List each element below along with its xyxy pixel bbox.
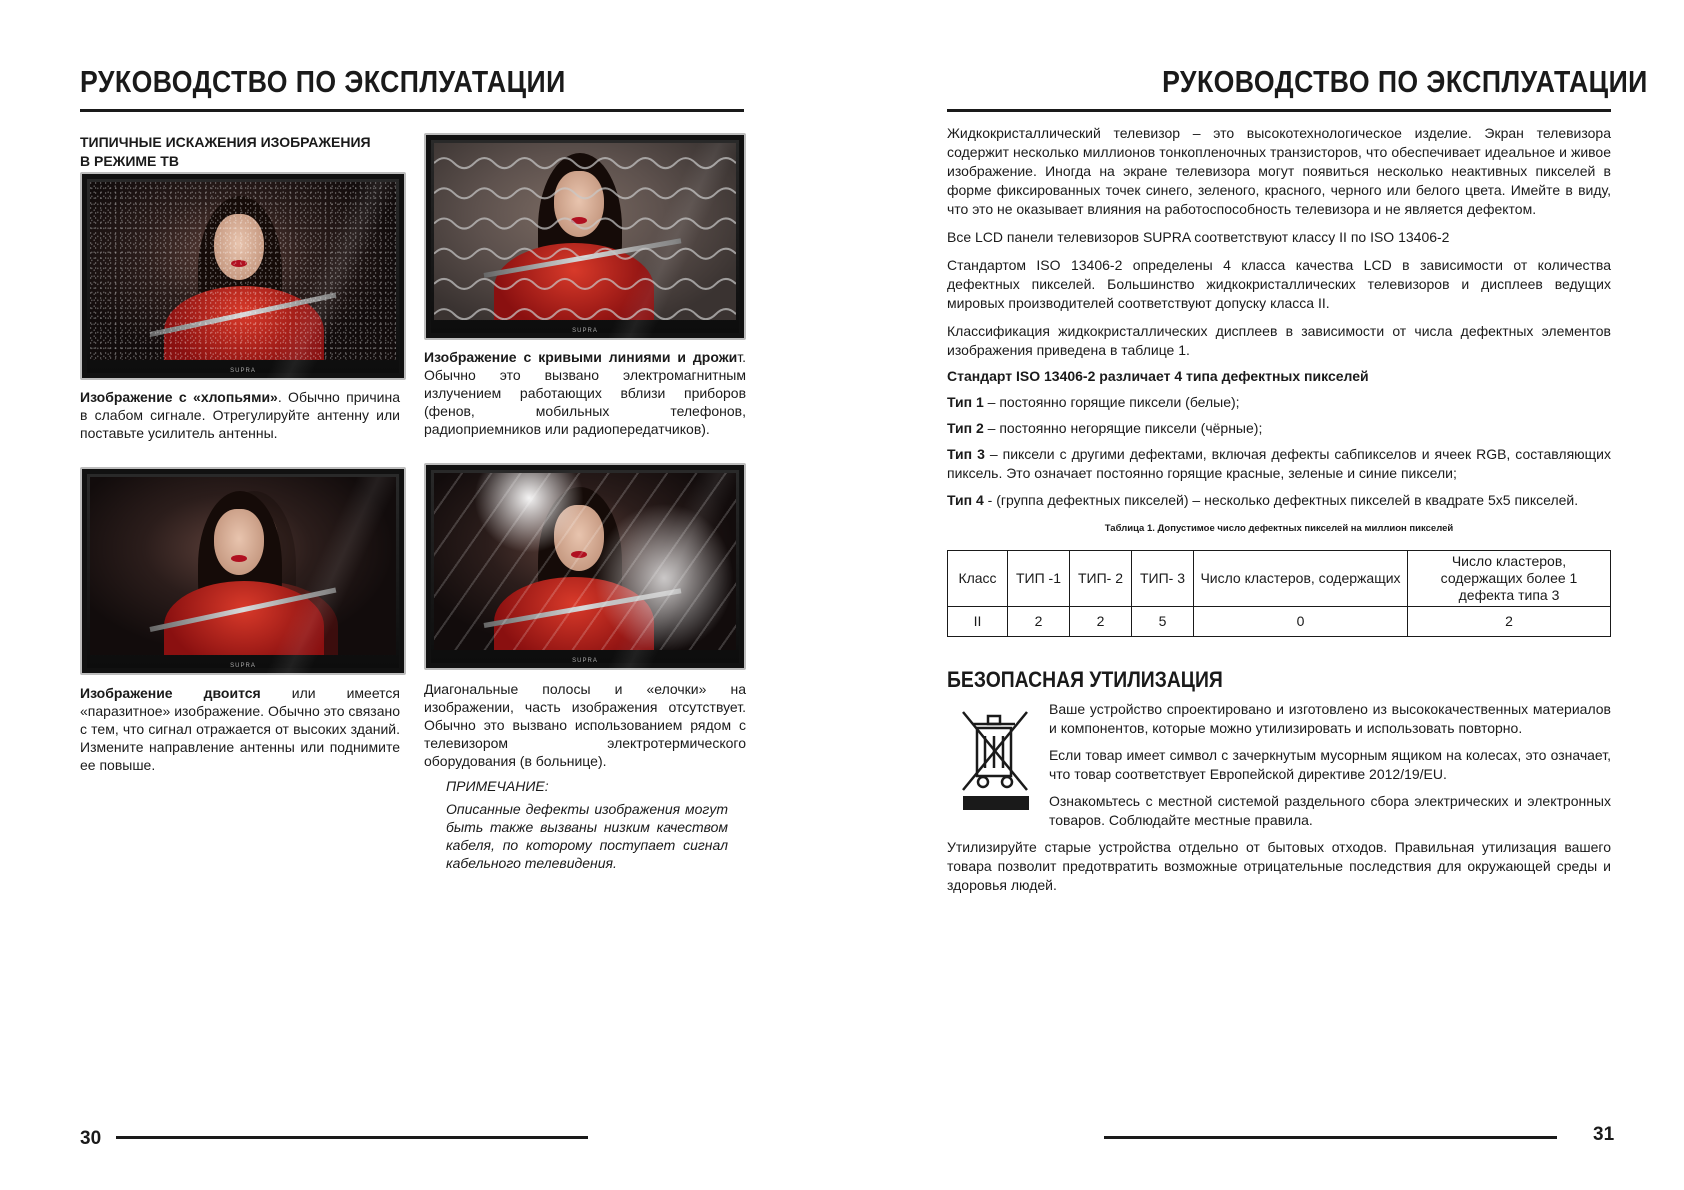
type-2: Тип 2 – постоянно негорящие пиксели (чёрные);: [947, 420, 1263, 436]
note-heading: ПРИМЕЧАНИЕ:: [446, 778, 549, 794]
table-cell: 5: [1132, 607, 1194, 637]
table-header-cell: ТИП- 3: [1132, 551, 1194, 607]
caption-ghost: Изображение двоится или имеется «паразитное» изображение. Обычно это связано с тем, что сигнал отражается от высоких зданий. Измените направление антенны или поднимите ее повыше.: [80, 685, 400, 773]
header-rule: [80, 109, 744, 112]
intro-paragraph: Жидкокристаллический телевизор – это высокотехнологическое изделие. Экран телевизора содержит несколько миллионов тонкопленочных транзисторов, что обеспечивает идеальное и живое изображение. Иногда на экране телевизора могут появиться несколько неактивных пикселей в форме фиксированных точек синего, зеленого, красного, черного или белого цвета. Имейте в виду, что это не оказывает влияния на работоспособность телевизора и не является дефектом.: [947, 125, 1611, 217]
type-4: Тип 4 - (группа дефектных пикселей) – несколько дефектных пикселей в квадрате 5х5 пикселей.: [947, 492, 1579, 508]
caption-snow: Изображение с «хлопьями». Обычно причина в слабом сигнале. Отрегулируйте антенну или поставьте усилитель антенны.: [80, 389, 400, 441]
tv-image-stripes: SUPRA: [424, 463, 746, 670]
table-caption: Таблица 1. Допустимое число дефектных пикселей на миллион пикселей: [1104, 523, 1454, 534]
tv-image-waves: SUPRA: [424, 133, 746, 340]
bin-underline-bar: [963, 796, 1029, 810]
classification-paragraph: Классификация жидкокристаллических дисплеев в зависимости от числа дефектных элементов изображения приведена в таблице 1.: [947, 323, 1611, 358]
caption-stripes: Диагональные полосы и «елочки» на изображении, часть изображения отсутствует. Обычно это вызвано использованием рядом с телевизором электротермического оборудования (в больнице).: [424, 681, 746, 769]
table-cell: 0: [1194, 607, 1408, 637]
header-rule: [947, 109, 1611, 112]
table-header-cell: Число кластеров, содержащих: [1194, 551, 1408, 607]
tv-image-ghost: SUPRA: [80, 467, 406, 675]
note-body: Описанные дефекты изображения могут быть также вызваны низким качеством кабеля, по которому поступает сигнал кабельного телевидения.: [446, 801, 728, 871]
tv-image-snow: SUPRA: [80, 172, 406, 380]
footer-rule: [1104, 1136, 1557, 1139]
crossed-bin-icon: [959, 706, 1031, 792]
table-cell: II: [948, 607, 1008, 637]
page-number: 31: [1593, 1124, 1615, 1145]
standard-heading: Стандарт ISO 13406-2 различает 4 типа дефектных пикселей: [947, 368, 1369, 384]
defect-table: [947, 550, 1611, 637]
type-1: Тип 1 – постоянно горящие пиксели (белые);: [947, 394, 1240, 410]
table-cell: 2: [1070, 607, 1132, 637]
table-header-cell: Число кластеров, содержащих более 1 дефекта типа 3: [1408, 551, 1611, 607]
table-row: [948, 607, 1611, 637]
disposal-text-3: Ознакомьтесь с местной системой раздельного сбора электрических и электронных товаров. Соблюдайте местные правила.: [1049, 793, 1611, 828]
class-statement: Все LCD панели телевизоров SUPRA соответствуют классу II по ISO 13406-2: [947, 229, 1450, 245]
footer-rule: [116, 1136, 588, 1139]
table-cell: 2: [1408, 607, 1611, 637]
table-cell: 2: [1008, 607, 1070, 637]
disposal-title: БЕЗОПАСНАЯ УТИЛИЗАЦИЯ: [947, 667, 1223, 692]
right-page: [842, 0, 1684, 1190]
table-header-cell: ТИП -1: [1008, 551, 1070, 607]
table-header-cell: ТИП- 2: [1070, 551, 1132, 607]
caption-waves: Изображение с кривыми линиями и дрожит. Обычно это вызвано электромагнитным излучением работающих вблизи приборов (фенов, мобильных телефонов, радиоприемников или радиопередатчиков).: [424, 349, 746, 437]
disposal-text-2: Если товар имеет символ с зачеркнутым мусорным ящиком на колесах, это означает, что товар соответствует Европейской директиве 2012/19/EU.: [1049, 747, 1611, 782]
disposal-text-1: Ваше устройство спроектировано и изготовлено из высококачественных материалов и компонентов, которые можно утилизировать и использовать повторно.: [1049, 701, 1611, 736]
section-title: ТИПИЧНЫЕ ИСКАЖЕНИЯ ИЗОБРАЖЕНИЯ В РЕЖИМЕ ТВ: [80, 134, 371, 169]
disposal-text-4: Утилизируйте старые устройства отдельно от бытовых отходов. Правильная утилизация вашего товара позволит предотвратить возможные отрицательные последствия для окружающей среды и здоровья людей.: [947, 839, 1611, 893]
iso-paragraph: Стандартом ISO 13406-2 определены 4 класса качества LCD в зависимости от количества дефектных пикселей. Большинство жидкокристаллических телевизоров и дисплеев ведущих мировых производителей соответствуют допуску класса II.: [947, 257, 1611, 311]
type-3: Тип 3 – пиксели с другими дефектами, включая дефекты сабпикселов и ячеек RGB, составляющих пиксель. Это означает постоянно горящие красные, зеленые и синие пиксели;: [947, 446, 1611, 481]
page-header-title: РУКОВОДСТВО ПО ЭКСПЛУАТАЦИИ: [80, 64, 566, 99]
page-number: 30: [80, 1128, 102, 1149]
table-header-cell: Класс: [948, 551, 1008, 607]
page-header-title: РУКОВОДСТВО ПО ЭКСПЛУАТАЦИИ: [1162, 64, 1648, 99]
